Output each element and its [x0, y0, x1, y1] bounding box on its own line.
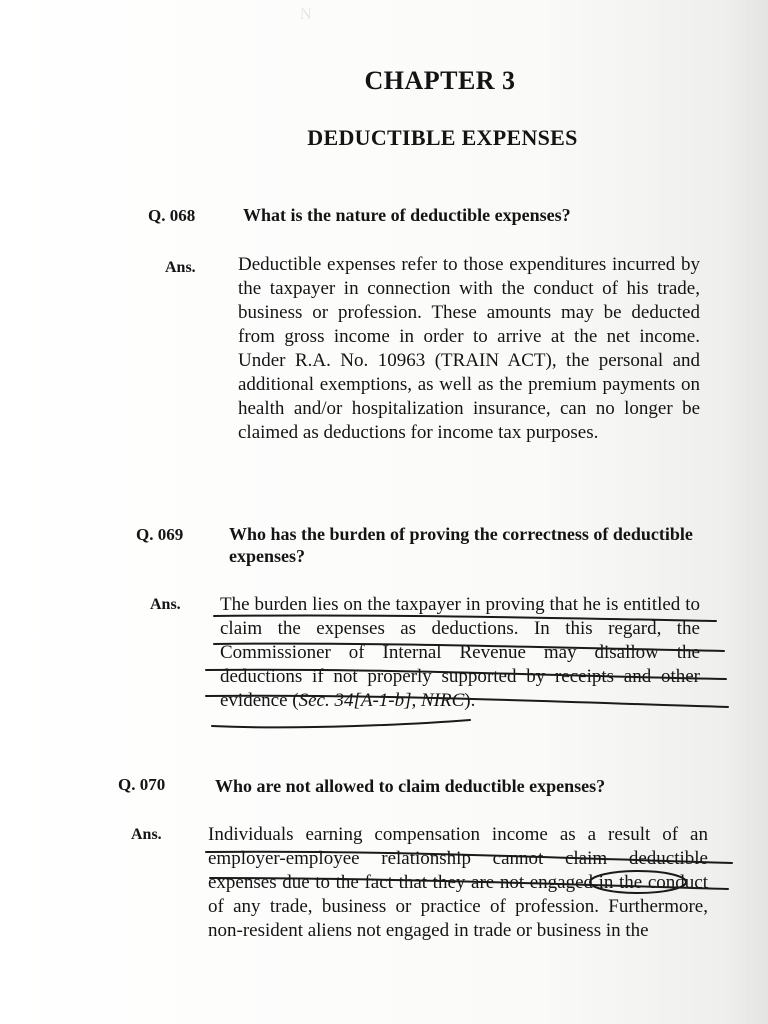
question-text: Who has the burden of proving the correctness of deductible expenses? — [229, 524, 693, 566]
answer-label: Ans. — [131, 826, 162, 843]
question-text: Who are not allowed to claim deductible expenses? — [215, 776, 606, 796]
question-number: Q. 070 — [118, 775, 166, 794]
question-text: What is the nature of deductible expenses? — [243, 205, 571, 225]
answer-text: Deductible expenses refer to those expenditures incurred by the taxpayer in connection with the conduct of his trade, business or profession. These amounts may be deducted from gross income in order to arrive at the net income. Under R.A. No. 10963 (TRAIN ACT), the personal and additional exemptions, as well as the premium payments on health and/or hospitalization insurance, can no longer be claimed as deductions for income tax purposes. — [238, 254, 700, 443]
answer-body: The burden lies on the taxpayer in proving that he is entitled to claim the expenses as deductions. In this regard, the Commissioner of Internal Revenue may disallow the deductions if not properly supported by receipts and other evidence ( — [220, 594, 700, 711]
bleed-through-text: Ν — [300, 6, 314, 23]
answer-text — [220, 593, 700, 713]
chapter-subtitle: DEDUCTIBLE EXPENSES — [307, 125, 578, 150]
answer-text: Individuals earning compensation income as a result of an employer-employee relationship cannot claim deductible expenses due to the fact that they are not engaged in the conduct of any trade, business or practice of profession. Furthermore, non-resident aliens not engaged in trade or business in the — [208, 824, 708, 941]
answer-label: Ans. — [150, 596, 181, 613]
chapter-title: CHAPTER 3 — [364, 66, 516, 95]
question-number: Q. 069 — [136, 525, 184, 544]
answer-citation: Sec. 34[A-1-b], NIRC — [298, 690, 465, 711]
answer-end: ). — [464, 690, 476, 711]
answer-label: Ans. — [165, 259, 196, 276]
pen-underline — [212, 720, 470, 727]
page-edge-shadow — [728, 0, 768, 1024]
question-number: Q. 068 — [148, 206, 196, 225]
